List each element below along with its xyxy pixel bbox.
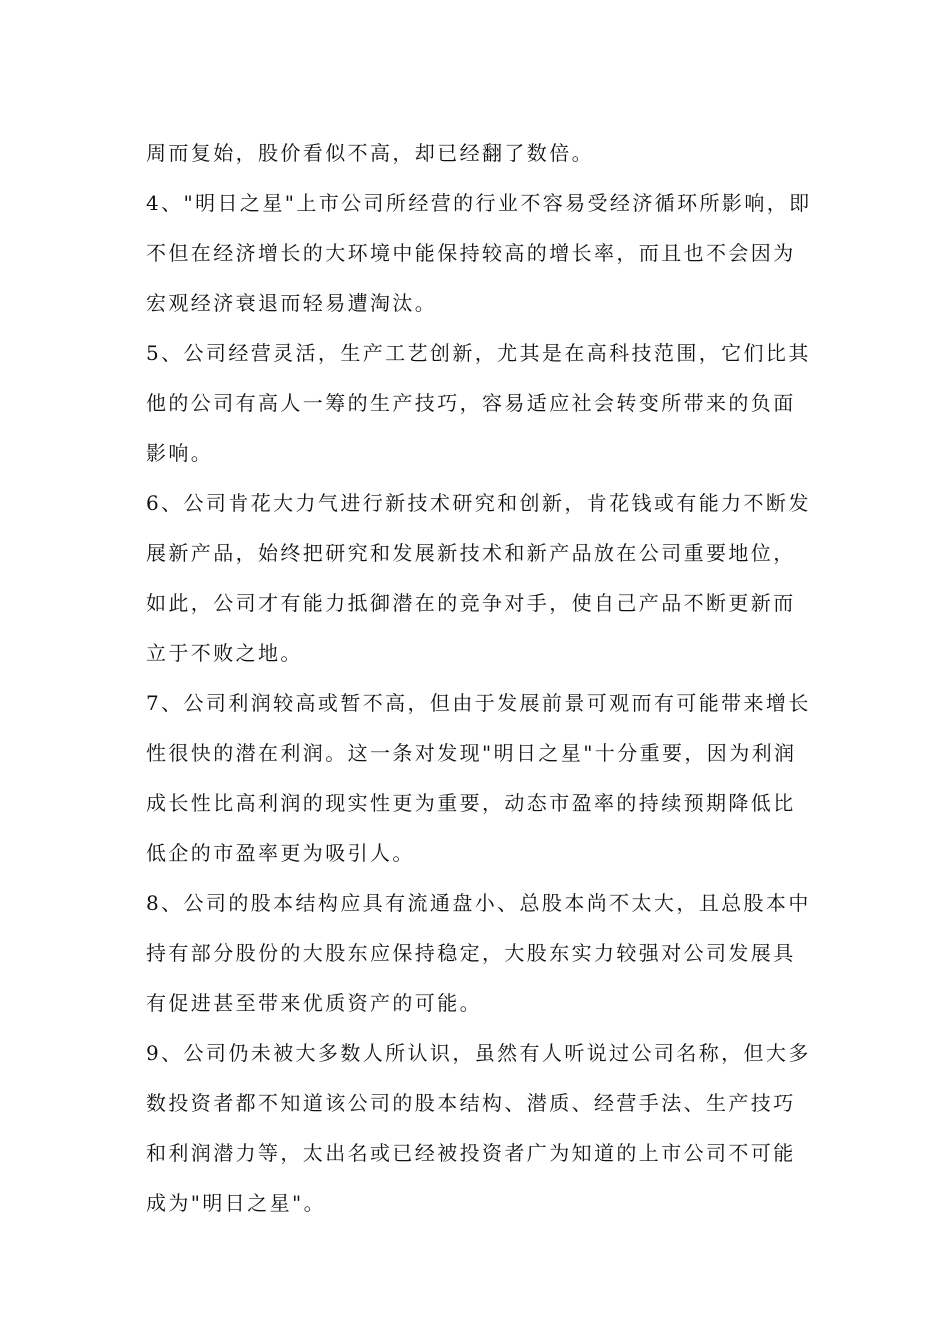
paragraph-item-9 bbox=[146, 1028, 811, 1228]
text-line: 性很快的潜在利润。这一条对发现"明日之星"十分重要，因为利润 bbox=[146, 741, 797, 765]
text-line: 立于不败之地。 bbox=[146, 641, 303, 665]
text-line: 5、公司经营灵活，生产工艺创新，尤其是在高科技范围，它们比其 bbox=[146, 341, 811, 365]
text-line: 6、公司肯花大力气进行新技术研究和创新，肯花钱或有能力不断发 bbox=[146, 491, 811, 515]
text-line: 成长性比高利润的现实性更为重要，动态市盈率的持续预期降低比 bbox=[146, 791, 796, 815]
paragraph-item-4 bbox=[146, 178, 811, 328]
text-line: 周而复始，股价看似不高，却已经翻了数倍。 bbox=[146, 141, 594, 165]
paragraph-item-7 bbox=[146, 678, 811, 878]
paragraph-1 bbox=[146, 128, 811, 178]
text-line: 有促进甚至带来优质资产的可能。 bbox=[146, 991, 482, 1015]
document-body bbox=[146, 128, 811, 1228]
text-line: 数投资者都不知道该公司的股本结构、潜质、经营手法、生产技巧 bbox=[146, 1091, 796, 1115]
paragraph-item-5 bbox=[146, 328, 811, 478]
paragraph-item-6 bbox=[146, 478, 811, 678]
text-line: 展新产品，始终把研究和发展新技术和新产品放在公司重要地位， bbox=[146, 541, 796, 565]
text-line: 影响。 bbox=[146, 441, 214, 465]
text-line: 低企的市盈率更为吸引人。 bbox=[146, 841, 415, 865]
text-line: 宏观经济衰退而轻易遭淘汰。 bbox=[146, 291, 438, 315]
text-line: 不但在经济增长的大环境中能保持较高的增长率，而且也不会因为 bbox=[146, 241, 796, 265]
text-line: 持有部分股份的大股东应保持稳定，大股东实力较强对公司发展具 bbox=[146, 941, 796, 965]
text-line: 和利润潜力等，太出名或已经被投资者广为知道的上市公司不可能 bbox=[146, 1141, 796, 1165]
text-line: 如此，公司才有能力抵御潜在的竞争对手，使自己产品不断更新而 bbox=[146, 591, 796, 615]
text-line: 8、公司的股本结构应具有流通盘小、总股本尚不太大，且总股本中 bbox=[146, 891, 811, 915]
text-line: 7、公司利润较高或暂不高，但由于发展前景可观而有可能带来增长 bbox=[146, 691, 811, 715]
text-line: 9、公司仍未被大多数人所认识，虽然有人听说过公司名称，但大多 bbox=[146, 1041, 811, 1065]
text-line: 成为"明日之星"。 bbox=[146, 1191, 326, 1215]
text-line: 他的公司有高人一筹的生产技巧，容易适应社会转变所带来的负面 bbox=[146, 391, 796, 415]
paragraph-item-8 bbox=[146, 878, 811, 1028]
text-line: 4、"明日之星"上市公司所经营的行业不容易受经济循环所影响，即 bbox=[146, 191, 812, 215]
